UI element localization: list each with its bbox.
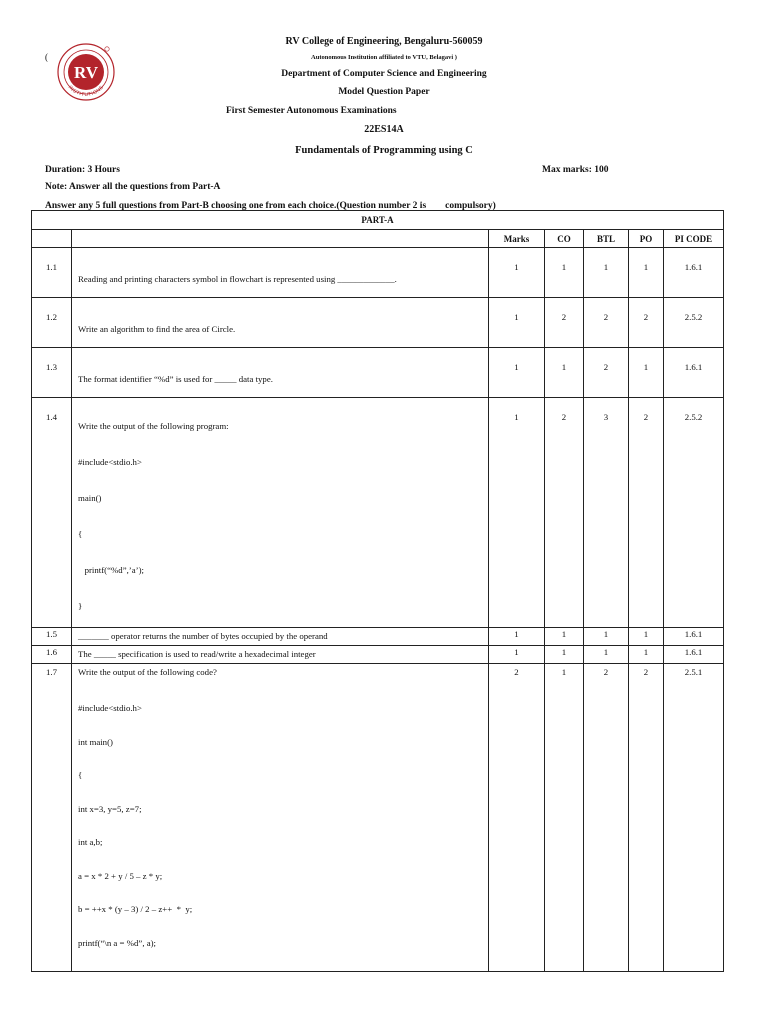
- question-row: [32, 298, 724, 348]
- cell-btl: 3: [584, 398, 629, 628]
- cell-marks: 1: [489, 248, 545, 298]
- cell-btl: 1: [584, 248, 629, 298]
- question-line: {: [78, 529, 83, 539]
- question-text: [72, 348, 489, 398]
- cell-pi: 1.6.1: [664, 348, 724, 398]
- col-pi-code: PI CODE: [664, 230, 724, 248]
- column-header-row: [32, 230, 724, 248]
- question-row: [32, 664, 724, 972]
- question-row: [32, 248, 724, 298]
- paper-type: Model Question Paper: [338, 87, 430, 97]
- question-line: _______ operator returns the number of bytes occupied by the operand: [78, 631, 328, 641]
- cell-pi: 2.5.2: [664, 398, 724, 628]
- cell-btl: 2: [584, 348, 629, 398]
- question-number: 1.3: [32, 348, 72, 398]
- question-number: 1.4: [32, 398, 72, 628]
- col-po: PO: [629, 230, 664, 248]
- cell-po: 1: [629, 646, 664, 664]
- question-line: Reading and printing characters symbol in flowchart is represented using _____________.: [78, 274, 397, 284]
- question-line: printf(“%d”,’a’);: [78, 565, 144, 575]
- question-line: b = ++x * (y – 3) / 2 – z++ * y;: [78, 904, 193, 914]
- duration: Duration: 3 Hours: [45, 165, 120, 175]
- question-text: [72, 248, 489, 298]
- question-line: a = x * 2 + y / 5 – z * y;: [78, 870, 163, 881]
- cell-marks: 2: [489, 664, 545, 972]
- logo-initials: RV: [74, 63, 98, 82]
- question-text: [72, 398, 489, 628]
- question-text: [72, 664, 489, 972]
- cell-btl: 2: [584, 298, 629, 348]
- stray-parenthesis: (: [45, 52, 48, 62]
- cell-po: 2: [629, 398, 664, 628]
- col-question: [72, 230, 489, 248]
- part-a-label: PART-A: [32, 211, 724, 230]
- cell-pi: 2.5.1: [664, 664, 724, 972]
- question-table: [31, 210, 724, 972]
- cell-marks: 1: [489, 298, 545, 348]
- cell-co: 1: [545, 664, 584, 972]
- cell-co: 1: [545, 248, 584, 298]
- question-line: The _____ specification is used to read/write a hexadecimal integer: [78, 649, 316, 659]
- col-no: [32, 230, 72, 248]
- cell-co: 1: [545, 628, 584, 646]
- max-marks: Max marks: 100: [542, 165, 609, 175]
- cell-marks: 1: [489, 646, 545, 664]
- question-line: #include<stdio.h>: [78, 457, 142, 467]
- cell-po: 2: [629, 298, 664, 348]
- cell-pi: 2.5.2: [664, 298, 724, 348]
- question-text: [72, 646, 489, 664]
- question-number: 1.5: [32, 628, 72, 646]
- question-line: int x=3, y=5, z=7;: [78, 803, 142, 814]
- question-text: [72, 298, 489, 348]
- question-line: Write the output of the following code?: [78, 667, 217, 677]
- cell-pi: 1.6.1: [664, 248, 724, 298]
- svg-text:INSTITUTIONS: INSTITUTIONS: [66, 84, 106, 99]
- question-row: [32, 628, 724, 646]
- cell-po: 2: [629, 664, 664, 972]
- question-line: main(): [78, 493, 102, 503]
- cell-marks: 1: [489, 398, 545, 628]
- question-text: [72, 628, 489, 646]
- question-line: Write an algorithm to find the area of Circle.: [78, 324, 236, 334]
- cell-co: 1: [545, 646, 584, 664]
- question-row: [32, 348, 724, 398]
- col-marks: Marks: [489, 230, 545, 248]
- cell-marks: 1: [489, 628, 545, 646]
- note-part-a: Note: Answer all the questions from Part-A: [45, 182, 221, 192]
- cell-po: 1: [629, 348, 664, 398]
- col-co: CO: [545, 230, 584, 248]
- cell-co: 2: [545, 298, 584, 348]
- question-line: Write the output of the following program:: [78, 421, 229, 431]
- course-title: Fundamentals of Programming using C: [295, 145, 473, 156]
- cell-po: 1: [629, 628, 664, 646]
- question-row: [32, 398, 724, 628]
- question-line: printf(“\n a = %d”, a);: [78, 937, 156, 948]
- question-line: {: [78, 770, 83, 780]
- instruction-part-b: Answer any 5 full questions from Part-B choosing one from each choice.(Question number 2 is compulsory): [45, 201, 496, 211]
- question-number: 1.2: [32, 298, 72, 348]
- cell-btl: 2: [584, 664, 629, 972]
- question-number: 1.1: [32, 248, 72, 298]
- cell-pi: 1.6.1: [664, 628, 724, 646]
- course-code: 22ES14A: [364, 124, 404, 135]
- cell-co: 1: [545, 348, 584, 398]
- question-line: The format identifier “%d” is used for _____ data type.: [78, 374, 273, 384]
- question-line: #include<stdio.h>: [78, 703, 142, 713]
- question-row: [32, 646, 724, 664]
- department-name: Department of Computer Science and Engineering: [281, 69, 487, 79]
- question-number: 1.7: [32, 664, 72, 972]
- cell-pi: 1.6.1: [664, 646, 724, 664]
- cell-co: 2: [545, 398, 584, 628]
- affiliation-line: Autonomous Institution affiliated to VTU, Belagavi ): [311, 54, 457, 61]
- college-name: RV College of Engineering, Bengaluru-560059: [285, 36, 483, 47]
- question-number: 1.6: [32, 646, 72, 664]
- cell-marks: 1: [489, 348, 545, 398]
- cell-btl: 1: [584, 628, 629, 646]
- col-btl: BTL: [584, 230, 629, 248]
- exam-name: First Semester Autonomous Examinations: [226, 106, 397, 116]
- cell-po: 1: [629, 248, 664, 298]
- question-line: }: [78, 601, 83, 611]
- question-line: int a,b;: [78, 837, 103, 847]
- cell-btl: 1: [584, 646, 629, 664]
- question-line: int main(): [78, 736, 113, 747]
